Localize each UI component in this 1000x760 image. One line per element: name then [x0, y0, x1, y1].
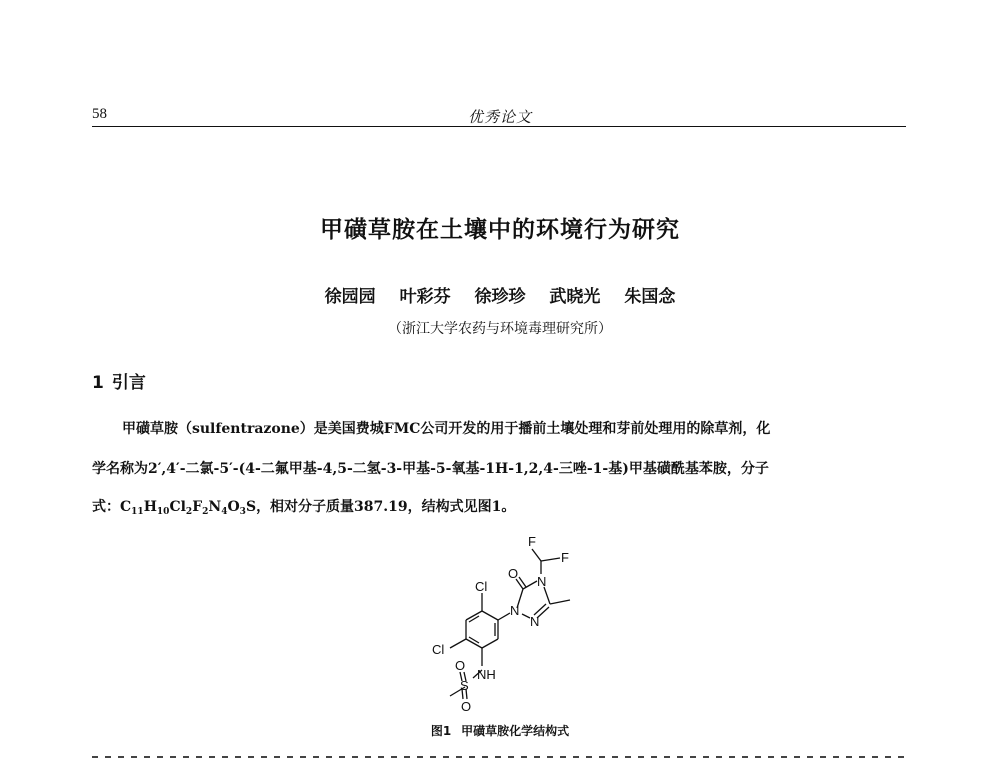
author-name: 徐园园 [324, 287, 376, 307]
molecular-formula: $C_{11}H_{10}Cl_2F_2N_4O_3S$ [120, 499, 257, 517]
running-head: 优秀论文 [467, 108, 532, 126]
author-list [0, 282, 1000, 307]
oxygen-label: O [455, 658, 466, 673]
paper-title: 甲磺草胺在土壤中的环境行为研究 [320, 217, 680, 243]
figure-label: 图1 [430, 724, 452, 738]
author-name: 叶彩芬 [399, 287, 451, 307]
fluorine-label: F [528, 534, 536, 549]
nitrogen-label: N [537, 574, 547, 589]
affiliation: （浙江大学农药与环境毒理研究所） [388, 321, 612, 337]
chlorine-label: Cl [432, 642, 445, 657]
section-number: 1 [92, 373, 104, 393]
chlorine-label: Cl [475, 579, 488, 594]
author-name: 朱国念 [624, 287, 676, 307]
paragraph-line-3 [92, 496, 910, 517]
amine-label: NH [477, 667, 496, 682]
paragraph-line-1: 甲磺草胺（sulfentrazone）是美国费城FMC公司开发的用于播前土壤处理和芽前处理用的除草剂，化 [122, 421, 771, 437]
page-number: 58 [92, 106, 107, 122]
chemical-structure-diagram [420, 528, 590, 718]
paragraph-line-2: 学名称为2′,4′-二氯-5′-(4-二氟甲基-4,5-二氢-3-甲基-5-氧基-1H-1,2,4-三唑-1-基)甲基磺酰基苯胺，分子 [92, 461, 769, 477]
oxygen-label: O [461, 699, 472, 714]
section-heading [92, 368, 146, 393]
figure-caption [0, 722, 1000, 739]
formula-prefix: 式： [92, 499, 120, 515]
sulfur-label: S [460, 678, 469, 693]
fluorine-label: F [561, 550, 569, 565]
nitrogen-label: N [510, 603, 520, 618]
nitrogen-label: N [530, 614, 540, 629]
figure-caption-text: 甲磺草胺化学结构式 [461, 724, 570, 738]
header-rule [92, 126, 906, 127]
author-name: 徐珍珍 [474, 287, 526, 307]
atom-labels [432, 534, 569, 714]
formula-suffix: ，相对分子质量387.19，结构式见图1。 [256, 499, 516, 515]
oxygen-label: O [508, 566, 519, 581]
cropped-next-line [92, 750, 910, 760]
section-title: 引言 [111, 373, 146, 393]
author-name: 武晓光 [549, 287, 601, 307]
